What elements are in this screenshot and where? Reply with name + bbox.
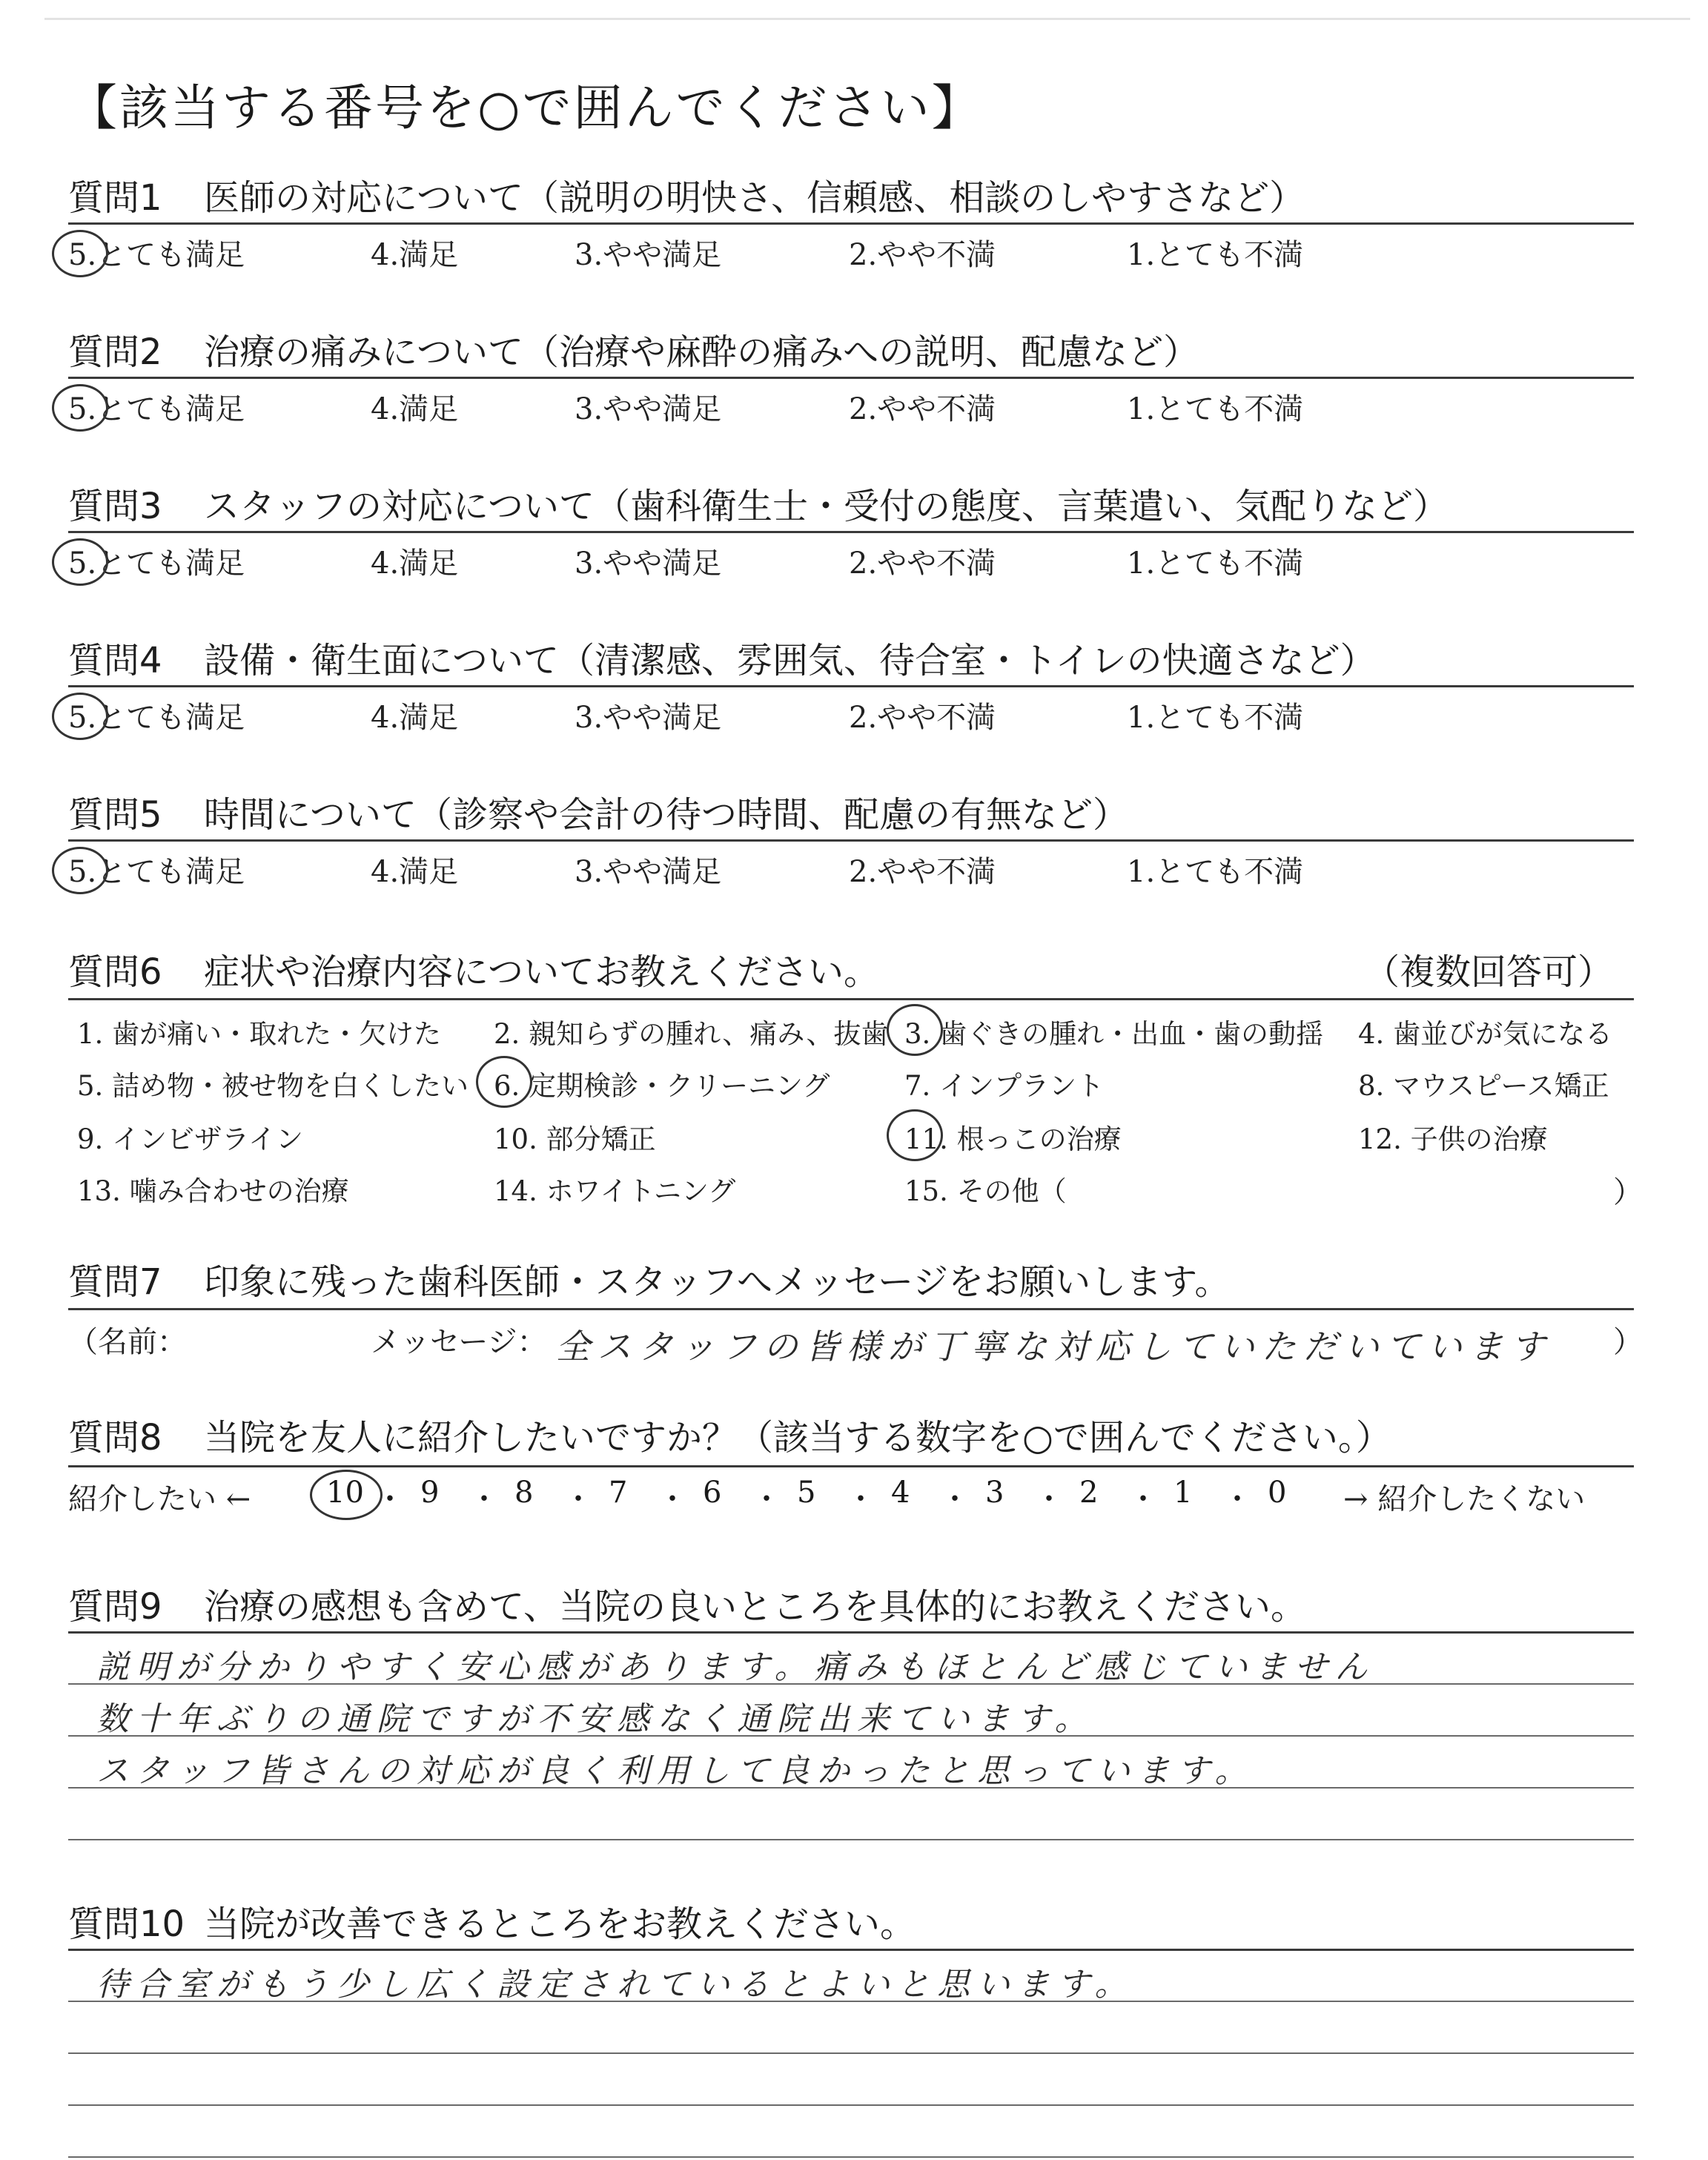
q6-label: 質問6 — [68, 951, 162, 993]
rating-option[interactable]: 1.とても不満 — [1127, 546, 1304, 581]
answer-circle-mark — [52, 384, 108, 432]
q7-text: 印象に残った歯科医師・スタッフへメッセージをお願いします。 — [204, 1261, 1231, 1303]
q8-scale-dot: ・ — [563, 1482, 593, 1516]
q6-note: （複数回答可） — [1364, 951, 1614, 993]
rating-option[interactable]: 4.満足 — [371, 701, 459, 735]
q8-scale-value[interactable]: 4 — [891, 1476, 910, 1510]
question-text: 医師の対応について（説明の明快さ、信頼感、相談のしやすさなど） — [204, 177, 1305, 219]
q7-label: 質問7 — [68, 1261, 162, 1303]
q6-text: 症状や治療内容についてお教えください。 — [204, 951, 880, 993]
q6-option[interactable]: 8. マウスピース矯正 — [1358, 1070, 1609, 1102]
q6-option[interactable]: 14. ホワイトニング — [494, 1175, 736, 1207]
q8-scale-dot: ・ — [940, 1482, 970, 1516]
question-label: 質問5 — [68, 794, 162, 836]
rating-option[interactable]: 5.とても満足 — [68, 701, 245, 735]
q10-text: 当院が改善できるところをお教えください。 — [204, 1903, 916, 1945]
rating-option[interactable]: 4.満足 — [371, 392, 459, 426]
question-rule — [68, 222, 1634, 225]
rating-option[interactable]: 2.やや不満 — [849, 238, 996, 272]
q8-scale-value[interactable]: 2 — [1079, 1476, 1099, 1510]
q6-option[interactable]: 6. 定期検診・クリーニング — [494, 1070, 830, 1102]
rating-option[interactable]: 3.やや満足 — [575, 546, 722, 581]
question-text: スタッフの対応について（歯科衛生士・受付の態度、言葉遣い、気配りなど） — [204, 486, 1449, 527]
q8-scale-dot: ・ — [1222, 1482, 1252, 1516]
rating-option[interactable]: 1.とても不満 — [1127, 855, 1304, 889]
q10-label: 質問10 — [68, 1903, 185, 1945]
rating-option[interactable]: 3.やや満足 — [575, 701, 722, 735]
q8-scale-value[interactable]: 9 — [420, 1476, 440, 1510]
q6-option[interactable]: 3. 歯ぐきの腫れ・出血・歯の動揺 — [904, 1018, 1324, 1050]
q6-option[interactable]: 7. インプラント — [904, 1070, 1105, 1102]
q6-option[interactable]: 15. その他（ — [904, 1175, 1067, 1207]
q6-option[interactable]: 2. 親知らずの腫れ、痛み、抜歯 — [494, 1018, 889, 1050]
q8-label: 質問8 — [68, 1417, 162, 1459]
q8-scale-dot: ・ — [1128, 1482, 1158, 1516]
rating-option[interactable]: 5.とても満足 — [68, 392, 245, 426]
q6-rule — [68, 998, 1634, 1000]
question-text: 時間について（診察や会計の待つ時間、配慮の有無など） — [204, 794, 1129, 836]
rating-option[interactable]: 1.とても不満 — [1127, 392, 1304, 426]
question-label: 質問3 — [68, 486, 162, 527]
q6-selected-circle-mark — [887, 1004, 943, 1056]
q8-scale-dot: ・ — [846, 1482, 875, 1516]
rating-option[interactable]: 2.やや不満 — [849, 392, 996, 426]
question-text: 設備・衛生面について（清潔感、雰囲気、待合室・トイレの快適さなど） — [204, 640, 1376, 681]
q9-text: 治療の感想も含めて、当院の良いところを具体的にお教えください。 — [204, 1586, 1307, 1628]
q8-scale-value[interactable]: 10 — [326, 1476, 364, 1510]
q8-right-label: → 紹介したくない — [1343, 1482, 1586, 1516]
answer-circle-mark — [52, 230, 108, 277]
q8-scale-value[interactable]: 5 — [797, 1476, 816, 1510]
rating-option[interactable]: 5.とても満足 — [68, 546, 245, 581]
form-title: 【該当する番号を○で囲んでください】 — [68, 79, 983, 136]
q10-rule-line — [68, 1949, 1634, 1951]
rating-option[interactable]: 2.やや不満 — [849, 701, 996, 735]
q10-rule-line — [68, 2052, 1634, 2054]
q6-option[interactable]: 4. 歯並びが気になる — [1358, 1018, 1613, 1050]
answer-circle-mark — [52, 693, 108, 740]
rating-option[interactable]: 3.やや満足 — [575, 855, 722, 889]
rating-option[interactable]: 1.とても不満 — [1127, 701, 1304, 735]
answer-circle-mark — [52, 538, 108, 586]
rating-option[interactable]: 2.やや不満 — [849, 546, 996, 581]
rating-option[interactable]: 4.満足 — [371, 238, 459, 272]
q8-scale-dot: ・ — [752, 1482, 781, 1516]
question-text: 治療の痛みについて（治療や麻酔の痛みへの説明、配慮など） — [204, 331, 1199, 373]
q9-rule-line — [68, 1839, 1634, 1840]
answer-circle-mark — [52, 847, 108, 894]
q10-handwritten-line: 待合室がもう少し広く設定されているとよいと思います。 — [96, 1966, 1135, 2004]
scan-edge-line — [44, 18, 1690, 20]
q9-handwritten-line: スタッフ皆さんの対応が良く利用して良かったと思っています。 — [96, 1752, 1255, 1790]
rating-option[interactable]: 4.満足 — [371, 855, 459, 889]
q8-scale-dot: ・ — [375, 1482, 405, 1516]
q8-left-label: 紹介したい ← — [68, 1482, 251, 1516]
question-rule — [68, 685, 1634, 687]
q9-label: 質問9 — [68, 1586, 162, 1628]
q6-option[interactable]: 13. 噛み合わせの治療 — [77, 1175, 349, 1207]
q9-handwritten-line: 説明が分かりやすく安心感があります。痛みもほとんど感じていません — [96, 1648, 1375, 1686]
q6-option[interactable]: 11. 根っこの治療 — [904, 1123, 1122, 1155]
q9-rule-line — [68, 1631, 1634, 1634]
q10-rule-line — [68, 2156, 1634, 2158]
q10-rule-line — [68, 2104, 1634, 2106]
q6-selected-circle-mark — [476, 1056, 532, 1108]
q8-scale-value[interactable]: 6 — [703, 1476, 722, 1510]
q7-name-label: （名前： — [68, 1325, 187, 1359]
q6-option[interactable]: 1. 歯が痛い・取れた・欠けた — [77, 1018, 442, 1050]
q8-scale-value[interactable]: 3 — [985, 1476, 1004, 1510]
q9-handwritten-line: 数十年ぶりの通院ですが不安感なく通院出来ています。 — [96, 1700, 1095, 1738]
q6-other-close: ） — [1613, 1175, 1643, 1209]
q6-option[interactable]: 12. 子供の治療 — [1358, 1123, 1548, 1155]
q8-rule — [68, 1465, 1634, 1467]
rating-option[interactable]: 3.やや満足 — [575, 238, 722, 272]
q8-selected-circle-mark — [310, 1470, 383, 1520]
q7-message: 全スタッフの皆様が丁寧な対応していただいています — [556, 1327, 1552, 1367]
q8-scale-value[interactable]: 1 — [1174, 1476, 1193, 1510]
rating-option[interactable]: 5.とても満足 — [68, 238, 245, 272]
rating-option[interactable]: 1.とても不満 — [1127, 238, 1304, 272]
rating-option[interactable]: 3.やや満足 — [575, 392, 722, 426]
question-label: 質問1 — [68, 177, 162, 219]
q8-scale-value[interactable]: 0 — [1268, 1476, 1287, 1510]
q7-close: ） — [1613, 1325, 1643, 1359]
question-label: 質問4 — [68, 640, 162, 681]
question-rule — [68, 531, 1634, 533]
rating-option[interactable]: 5.とても満足 — [68, 855, 245, 889]
rating-option[interactable]: 2.やや不満 — [849, 855, 996, 889]
q8-scale-dot: ・ — [1034, 1482, 1064, 1516]
question-rule — [68, 377, 1634, 379]
q8-scale-dot: ・ — [469, 1482, 499, 1516]
rating-option[interactable]: 4.満足 — [371, 546, 459, 581]
q8-scale-value[interactable]: 8 — [514, 1476, 534, 1510]
q8-scale-dot: ・ — [658, 1482, 687, 1516]
q8-text: 当院を友人に紹介したいですか？（該当する数字を○で囲んでください。） — [204, 1417, 1391, 1459]
q6-option[interactable]: 10. 部分矯正 — [494, 1123, 656, 1155]
q6-option[interactable]: 5. 詰め物・被せ物を白くしたい — [77, 1070, 469, 1102]
q8-scale-value[interactable]: 7 — [609, 1476, 628, 1510]
question-rule — [68, 839, 1634, 842]
q6-selected-circle-mark — [887, 1109, 943, 1161]
question-label: 質問2 — [68, 331, 162, 373]
q7-rule — [68, 1308, 1634, 1310]
q6-option[interactable]: 9. インビザライン — [77, 1123, 303, 1155]
q7-message-label: メッセージ： — [371, 1325, 547, 1359]
